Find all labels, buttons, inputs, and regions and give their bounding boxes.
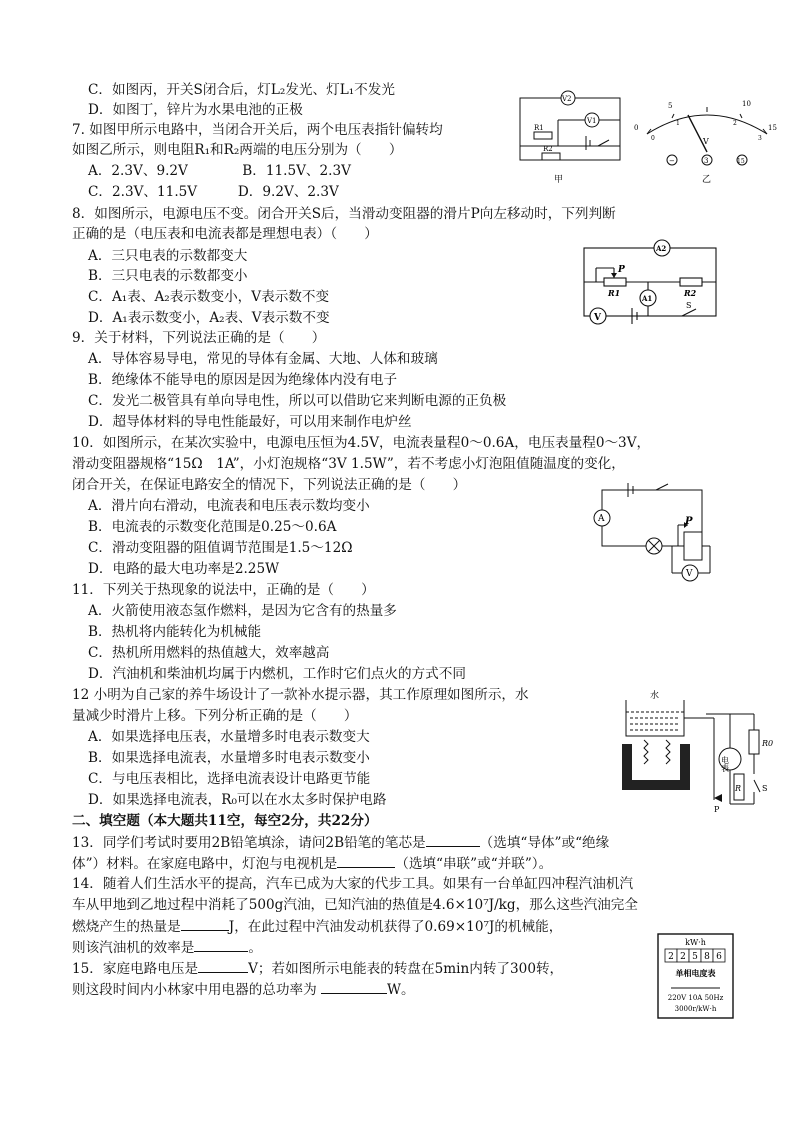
- fill-blank-line: [72, 916, 562, 937]
- line-text: V；若如图所示电能表的转盘在5min内转了300转，: [248, 961, 564, 977]
- question-line: 11．下列关于热现象的说法中，正确的是（ ）: [72, 582, 375, 598]
- meter-spec: 220V 10A 50Hz: [667, 994, 724, 1002]
- line-text: （选填“导体”或“绝缘: [479, 835, 610, 851]
- meter-digit-3: 5: [692, 952, 698, 962]
- tick-inner-3: 3: [758, 135, 762, 142]
- option-line: B．绝缘体不能导电的原因是因为绝缘体内没有电子: [88, 372, 398, 388]
- answer-blank[interactable]: [194, 937, 248, 952]
- question-line: 闭合开关，在保证电路安全的情况下，下列说法正确的是（ ）: [72, 477, 467, 493]
- terminal-minus: −: [669, 157, 675, 165]
- fill-blank-line: [72, 874, 633, 894]
- line-text: 13．同学们考试时要用2B铅笔填涂，请问2B铅笔的笔芯是: [72, 835, 426, 851]
- p-label: P: [618, 265, 625, 275]
- answer-blank[interactable]: [337, 853, 395, 868]
- option-line: D．A₁表示数变小，A₂表、V表示数不变: [88, 310, 330, 326]
- water-label: 水: [650, 691, 660, 701]
- line-text: W。: [387, 982, 415, 998]
- meter-label: 电表: [720, 756, 730, 772]
- tick-outer-0: 0: [634, 124, 639, 132]
- s-label: S: [686, 301, 692, 310]
- answer-blank[interactable]: [321, 979, 387, 994]
- line-text: 则这段时间内小林家中用电器的总功率为: [72, 982, 322, 998]
- meter-digit-2: 2: [680, 952, 686, 962]
- fill-blank-line: [72, 853, 552, 874]
- section-heading: 二、填空题（本大题共11空，每空2分，共22分）: [72, 813, 378, 829]
- option-line: C．与电压表相比，选择电流表设计电路更节能: [88, 771, 371, 787]
- question-line: 12 小明为自己家的养牛场设计了一款补水提示器，其工作原理如图所示，水: [72, 687, 529, 703]
- circuit-10: [594, 483, 710, 581]
- figure-12: [604, 688, 774, 814]
- question-line: 10．如图所示，在某次实验中，电源电压恒为4.5V，电流表量程0～0.6A，电压表量程0～3V，: [72, 435, 651, 451]
- question-line: 滑动变阻器规格“15Ω 1A”，小灯泡规格“3V 1.5W”，若不考虑小灯泡阻值随温度的变化，: [72, 456, 625, 472]
- question-line: 量减少时滑片上移。下列分析正确的是（ ）: [72, 708, 358, 724]
- a2-label: A2: [656, 244, 667, 253]
- line-text: J，在此过程中汽油发动机获得了0.69×10⁷J的机械能，: [228, 919, 563, 935]
- option-line: B．三只电表的示数都变小: [88, 268, 248, 284]
- line-text: 15．家庭电路电压是: [72, 961, 199, 977]
- line-text: 14．随着人们生活水平的提高，汽车已成为大家的代步工具。如果有一台单缸四冲程汽油机汽: [72, 876, 634, 892]
- a-label: A: [598, 514, 605, 524]
- tick-outer-10: 10: [742, 100, 751, 108]
- terminal-3: 3: [704, 157, 709, 165]
- meter-rate: 3000r/kW·h: [674, 1005, 717, 1013]
- option-line: D．电路的最大电功率是2.25W: [88, 561, 280, 577]
- option-line: D．超导体材料的导电性能最好，可以用来制作电炉丝: [88, 414, 412, 430]
- caption-yi: 乙: [702, 175, 712, 185]
- line-text: （选填“串联”或“并联”）。: [395, 856, 553, 872]
- tick-inner-2: 2: [733, 120, 737, 127]
- option-line: C．热机所用燃料的热值越大，效率越高: [88, 645, 330, 661]
- v2-label: V2: [562, 95, 572, 103]
- option-line: A．三只电表的示数都变大: [88, 248, 248, 264]
- circuit-8: [584, 240, 716, 324]
- meter-digit-4: 8: [704, 952, 710, 962]
- r2-label: R2: [684, 288, 697, 298]
- v-label: V: [686, 569, 693, 579]
- line-text: 则该汽油机的效率是: [72, 940, 195, 956]
- option-line: A．导体容易导电，常见的导体有金属、大地、人体和玻璃: [88, 351, 438, 367]
- p-label: P: [685, 516, 693, 527]
- option-line: A．火箭使用液态氢作燃料，是因为它含有的热量多: [88, 603, 397, 619]
- v1-label: V1: [587, 117, 597, 125]
- tick-inner-0: 0: [651, 135, 655, 142]
- r1-label: R1: [608, 288, 621, 298]
- option-line: C．滑动变阻器的阻值调节范围是1.5～12Ω: [88, 540, 353, 556]
- tick-inner-1: 1: [676, 120, 680, 127]
- meter-digit-5: 6: [716, 952, 722, 962]
- meter-name: 单相电度表: [675, 968, 716, 978]
- option-line: A．如果选择电压表，水量增多时电表示数变大: [88, 729, 370, 745]
- fill-blank-line: [72, 832, 609, 853]
- meter-unit: kW·h: [685, 938, 706, 947]
- unit-v: V: [703, 137, 709, 146]
- line-text: 燃烧产生的热量是: [72, 919, 181, 935]
- fill-blank-line: [72, 958, 563, 979]
- v-label: V: [594, 313, 601, 323]
- fill-blank-line: [72, 895, 638, 915]
- option-line: B．如果选择电流表，水量增多时电表示数变小: [88, 750, 370, 766]
- option-line: D．汽油机和柴油机均属于内燃机，工作时它们点火的方式不同: [88, 666, 466, 682]
- answer-blank[interactable]: [426, 832, 480, 847]
- line-text: 。: [248, 940, 262, 956]
- option-line: A．滑片向右滑动，电流表和电压表示数均变小: [88, 498, 370, 514]
- line-text: 体”）材料。在家庭电路中，灯泡与电视机是: [72, 856, 338, 872]
- figure-8: [576, 236, 734, 328]
- option-line: A．2.3V、9.2V B．11.5V、2.3V: [88, 163, 351, 179]
- question-line: 如图乙所示，则电阻R₁和R₂两端的电压分别为（ ）: [72, 142, 403, 158]
- option-line: C．A₁表、A₂表示数变小，V表示数不变: [88, 289, 330, 305]
- tick-outer-15: 15: [768, 124, 777, 132]
- tick-outer-5: 5: [668, 102, 673, 110]
- fill-blank-line: [72, 979, 415, 1000]
- figure-10: [592, 480, 722, 588]
- question-line: 8．如图所示，电源电压不变。闭合开关S后，当滑动变阻器的滑片P向左移动时，下列判断: [72, 206, 616, 222]
- answer-blank[interactable]: [198, 958, 248, 973]
- figure-7: [512, 90, 780, 190]
- answer-blank[interactable]: [181, 916, 229, 931]
- option-line: C．发光二极管具有单向导电性，所以可以借助它来判断电源的正负极: [88, 393, 507, 409]
- terminal-15: 15: [737, 158, 745, 165]
- meter-digit-1: 2: [668, 952, 674, 962]
- r-label: R: [735, 784, 742, 793]
- option-line: D．如果选择电流表，R₀可以在水太多时保护电路: [88, 792, 387, 808]
- energy-meter: [657, 933, 734, 1019]
- r2-label: R2: [543, 145, 553, 153]
- option-line: B．热机将内能转化为机械能: [88, 624, 262, 640]
- fill-blank-line: [72, 937, 262, 958]
- option-line: B．电流表的示数变化范围是0.25～0.6A: [88, 519, 337, 535]
- s-label: S: [762, 784, 768, 793]
- r1-label: R1: [534, 124, 544, 132]
- question-line: 7. 如图甲所示电路中，当闭合开关后，两个电压表指针偏转均: [72, 122, 443, 138]
- question-line: 正确的是（电压表和电流表都是理想电表）（ ）: [72, 226, 378, 242]
- option-line: D．如图丁，锌片为水果电池的正极: [88, 102, 303, 118]
- r0-label: R0: [762, 739, 774, 748]
- a1-label: A1: [642, 294, 653, 303]
- p-label: P: [714, 805, 720, 814]
- option-line: C．如图丙，开关S闭合后，灯L₂发光、灯L₁不发光: [88, 82, 395, 98]
- caption-jia: 甲: [554, 175, 564, 185]
- question-line: 9．关于材料，下列说法正确的是（ ）: [72, 330, 326, 346]
- line-text: 车从甲地到乙地过程中消耗了500g汽油，已知汽油的热值是4.6×10⁷J/kg，那么这些汽油完全: [72, 897, 638, 913]
- option-line: C．2.3V、11.5V D．9.2V、2.3V: [88, 184, 339, 200]
- magnet-base: [622, 780, 690, 790]
